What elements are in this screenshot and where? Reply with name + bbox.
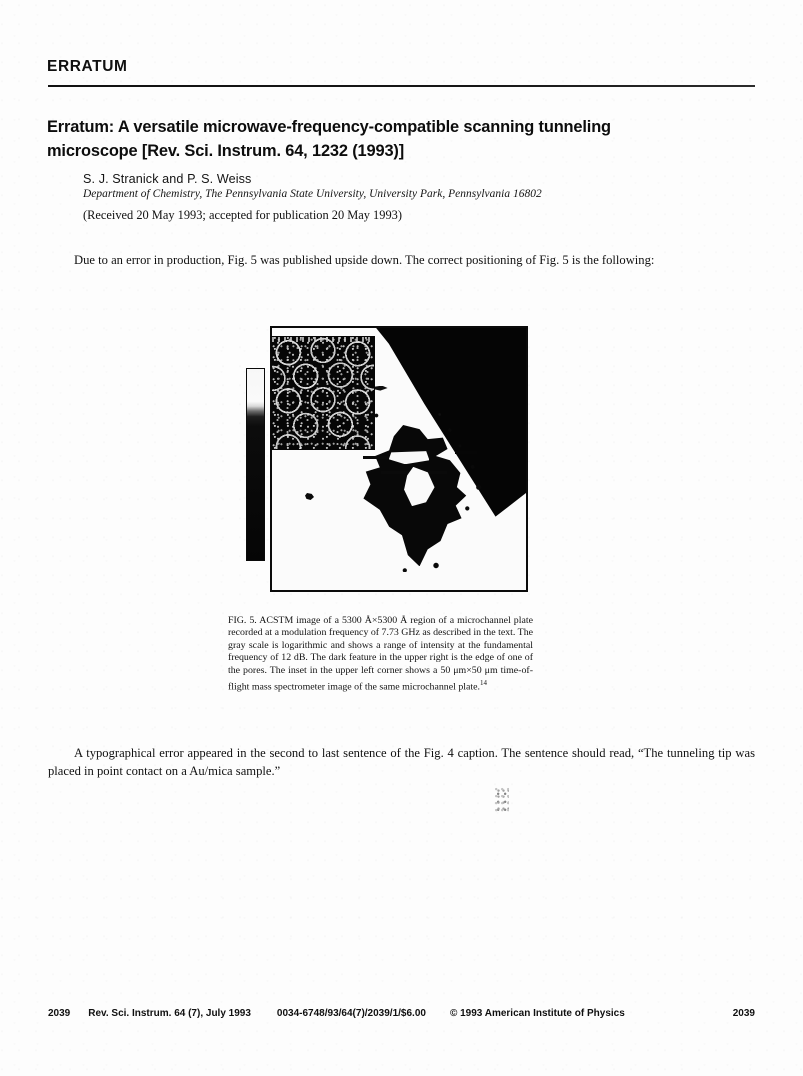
figure-caption [228, 615, 533, 694]
page-footer [48, 1008, 755, 1019]
caption-reference-superscript: 14 [480, 679, 487, 688]
colorbar [246, 368, 265, 561]
author-list: S. J. Stranick and P. S. Weiss [83, 172, 252, 186]
tof-mass-spectrometer-inset [271, 336, 375, 450]
footer-issn-code: 0034-6748/93/64(7)/2039/1/$6.00 [276, 1008, 426, 1019]
header-rule [48, 85, 755, 87]
colorbar-speckle [495, 787, 509, 813]
intro-paragraph: Due to an error in production, Fig. 5 was published upside down. The correct positioning of Fig. 5 is the following: [74, 253, 655, 267]
affiliation: Department of Chemistry, The Pennsylvania State University, University Park, Pennsylvania 16802 [83, 188, 542, 200]
page-title: Erratum: A versatile microwave-frequency-compatible scanning tunneling microscope [Rev. Sci. Instrum. 64, 1232 (1993)] [47, 118, 611, 160]
inset-noise [272, 337, 374, 449]
footer-copyright: © 1993 American Institute of Physics [449, 1008, 625, 1019]
received-date: (Received 20 May 1993; accepted for publication 20 May 1993) [83, 208, 402, 222]
inset-top-streak [272, 337, 374, 342]
footer-journal-citation: Rev. Sci. Instrum. 64 (7), July 1993 [88, 1008, 251, 1019]
figure-caption-text: FIG. 5. ACSTM image of a 5300 Å×5300 Å region of a microchannel plate recorded at a modulation frequency of 7.73 GHz as described in the text. The gray scale is logarithmic and shows a range of intensity at the fundamental frequency of 12 dB. The dark feature in the upper right is the edge of one of the pores. The inset in the upper left corner shows a 50 μm×50 μm time-of-flight mass spectrometer image of the same microchannel plate. [228, 615, 534, 693]
footer-page-right: 2039 [732, 1008, 755, 1019]
running-head: ERRATUM [47, 58, 128, 75]
footer-page-left: 2039 [48, 1008, 71, 1019]
closing-paragraph: A typographical error appeared in the second to last sentence of the Fig. 4 caption. The sentence should read, “The tunneling tip was placed in point contact on a Au/mica sample.” [48, 746, 755, 778]
